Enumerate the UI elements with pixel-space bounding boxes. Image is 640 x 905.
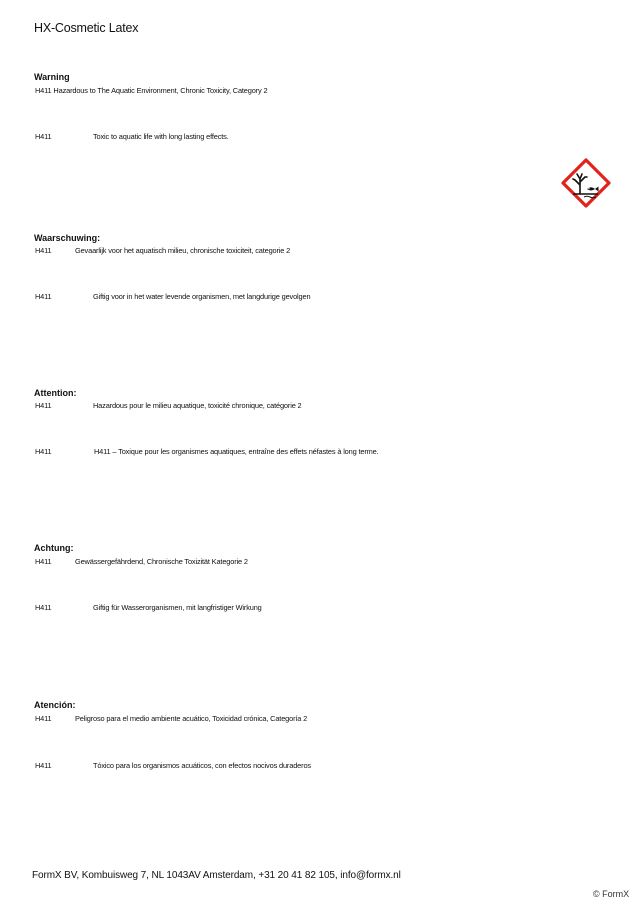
section-heading-achtung: Achtung:: [34, 543, 74, 553]
hazard-code: H411: [35, 557, 52, 566]
document-title: HX-Cosmetic Latex: [34, 21, 139, 35]
footer-address: FormX BV, Kombuisweg 7, NL 1043AV Amsterdam, +31 20 41 82 105, info@formx.nl: [32, 870, 401, 881]
hazard-code: H411: [35, 714, 52, 723]
classification-text: Gewässergefährdend, Chronische Toxizität Kategorie 2: [75, 557, 248, 566]
hazard-statement: Giftig für Wasserorganismen, mit langfristiger Wirkung: [93, 603, 262, 612]
section-heading-warning: Warning: [34, 72, 70, 82]
hazard-code: H411: [35, 603, 52, 612]
classification-text: Gevaarlijk voor het aquatisch milieu, chronische toxiciteit, categorie 2: [75, 246, 291, 255]
hazard-code: H411: [35, 761, 52, 770]
hazard-code: H411: [35, 447, 52, 456]
hazard-statement: H411 – Toxique pour les organismes aquatiques, entraîne des effets néfastes à long terme.: [94, 447, 379, 456]
classification-text: Hazardous pour le milieu aquatique, toxicité chronique, catégorie 2: [93, 401, 302, 410]
hazard-statement: Tóxico para los organismos acuáticos, con efectos nocivos duraderos: [93, 761, 311, 770]
section-heading-waarschuwing: Waarschuwing:: [34, 233, 101, 243]
section-heading-atencion: Atención:: [34, 700, 76, 710]
classification-text: H411 Hazardous to The Aquatic Environment, Chronic Toxicity, Category 2: [35, 86, 268, 95]
hazard-code: H411: [35, 132, 52, 141]
section-heading-attention: Attention:: [34, 388, 77, 398]
hazard-statement: Giftig voor in het water levende organismen, met langdurige gevolgen: [93, 292, 311, 301]
environment-hazard-icon: [561, 158, 611, 208]
classification-text: Peligroso para el medio ambiente acuático, Toxicidad crónica, Categoría 2: [75, 714, 308, 723]
hazard-statement: Toxic to aquatic life with long lasting effects.: [93, 132, 229, 141]
hazard-code: H411: [35, 401, 52, 410]
copyright-notice: © FormX: [593, 889, 630, 899]
hazard-code: H411: [35, 292, 52, 301]
hazard-code: H411: [35, 246, 52, 255]
